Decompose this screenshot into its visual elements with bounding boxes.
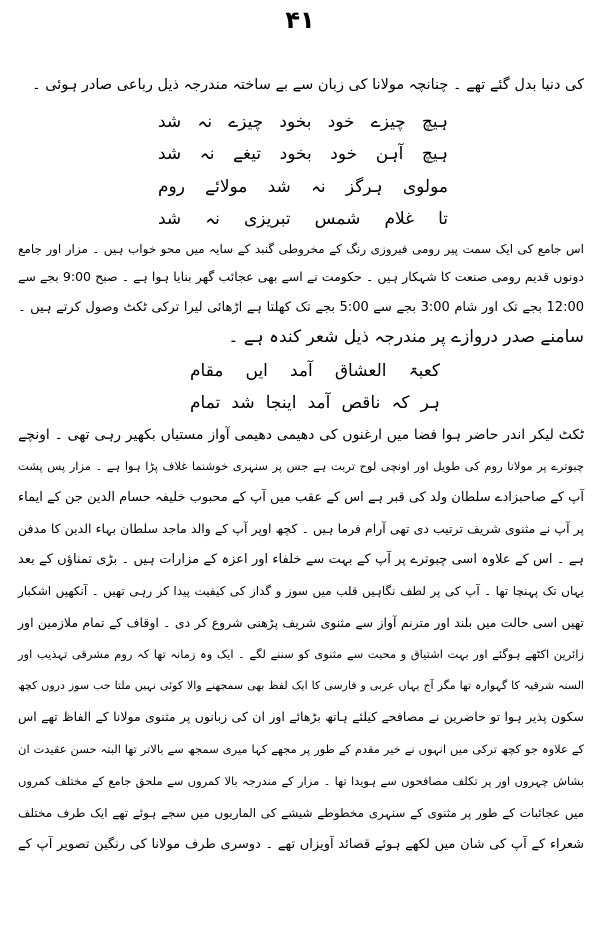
paragraph2-line-4: پر آپ نے مثنوی شریف ترتیب دی تھی آرام فرما ہیں ۔ کچھ اوپر آپ کے والد ماجد سلطان بہاء الدین کا مدفن [18, 521, 584, 536]
page-number: ۴۱ [285, 6, 315, 34]
paragraph2-line-9: السنہ شرقیہ کا گہوارہ تھا مگر آج یہاں عربی و فارسی کا ایک لفظ بھی سمجھنے والا کوئی نہیں ملتا جب سوز دروں کچھ [18, 679, 584, 692]
couplet-line-1: کعبۃ العشاق آمد ایں مقام [190, 361, 440, 381]
rubai-line-1: ہیچ چیزے خود بخود چیزے نہ شد [158, 112, 448, 132]
intro-line: کی دنیا بدل گئے تھے ۔ چنانچہ مولانا کی زبان سے بے ساختہ مندرجہ ذیل رباعی صادر ہوئی ۔ [32, 77, 584, 93]
paragraph2-line-10: سکون پذیر ہوا تو حاضرین نے مصافحے کیلئے ہاتھ بڑھائے اور ان کی زبانوں پر مثنوی مولانا کے الفاظ تھے اس [18, 709, 584, 724]
paragraph2-line-14: شعراء کے آپ کی شان میں لکھے ہوئے قصائد آویزاں تھے ۔ دوسری طرف مولانا کی رنگین تصویر آپ کے [18, 837, 584, 852]
paragraph2-line-13: میں عجائبات کے طور پر مثنوی کے سنہری مخطوطے شیشے کی الماریوں میں سجے ہوئے تھے ایک طرف مختلف [18, 806, 585, 820]
paragraph2-line-6: یہاں تک پہنچا تھا ۔ آپ کی پر لطف نگاہیں قلب میں سوز و گداز کی کیفیت پیدا کر رہی تھیں ۔ آنکھیں اشکبار [18, 584, 584, 598]
paragraph1-line-1: اس جامع کی ایک سمت پیر رومی فیروزی رنگ کے مخروطی گنبد کے سایہ میں محو خواب ہیں ۔ مزار اور جامع [18, 242, 584, 256]
couplet-line-2: ہر کہ ناقص آمد اینجا شد تمام [190, 393, 440, 413]
paragraph1-line-4: سامنے صدر دروازے پر مندرجہ ذیل شعر کندہ ہے ۔ [228, 327, 584, 347]
rubai-line-3: مولوی ہرگز نہ شد مولائے روم [158, 177, 448, 197]
paragraph2-line-2: چبوترے پر مولانا روم کی طویل اور اونچی لوح تربت ہے جس پر سنہری خوشنما غلاف پڑا ہوا ہے ۔ مزار پس پشت [18, 459, 584, 473]
paragraph2-line-12: بشاش چہروں اور پر تکلف مصافحوں سے ہویدا تھا ۔ مزار کے مندرجہ بالا کمروں سے ملحق جامع کے مختلف کمروں [18, 774, 584, 788]
paragraph2-line-1: ٹکٹ لیکر اندر حاضر ہوا فضا میں ارغنوں کی دھیمی دھیمی آواز مستیاں بکھیر رہی تھی ۔ اونچے [18, 427, 584, 443]
paragraph2-line-11: کے علاوہ جو کچھ ترکی میں انہوں نے خیر مقدم کے طور پر مجھے کہا میری سمجھ سے بالاتر تھا البتہ حسن عقیدت ان [18, 742, 584, 756]
rubai-line-2: ہیچ آہن خود بخود تیغے نہ شد [158, 144, 448, 164]
paragraph2-line-5: ہے ۔ اس کے علاوہ اسی چبوترے پر آپ کے بہت سے خلفاء اور اعزہ کے مزارات ہیں ۔ بڑی تمناؤں کے بعد [18, 552, 584, 567]
rubai-line-4: تا غلام شمس تبریزی نہ شد [158, 209, 448, 229]
paragraph2-line-8: زائرین اکٹھے ہوگئے اور بہت اشتیاق و محبت سے مثنوی کو سننے لگے ۔ ایک وہ زمانہ تھا کہ روم مشرقی تہذیب اور [18, 647, 584, 661]
paragraph2-line-7: تھیں اسی حالت میں بلند اور مترنم آواز سے مثنوی شریف پڑھنی شروع کر دی ۔ اوقاف کے تمام ملازمین اور [18, 615, 584, 630]
paragraph1-line-2: دونوں قدیم رومی صنعت کا شہکار ہیں ۔ حکومت نے اسے بھی عجائب گھر بنایا ہوا ہے ۔ صبح 9:00 بجے سے [18, 269, 584, 284]
paragraph2-line-3: آپ کے صاحبزادے سلطان ولد کی قبر ہے اس کے عقب میں آپ کے محبوب خلیفہ حسام الدین جن کے ایماء [18, 490, 584, 505]
paragraph1-line-3: 12:00 بجے تک اور شام 3:00 بجے سے 5:00 بجے تک کھلتا ہے اڑھائی لیرا ترکی ٹکٹ وصول کرتے ہیں ۔ [18, 300, 584, 315]
